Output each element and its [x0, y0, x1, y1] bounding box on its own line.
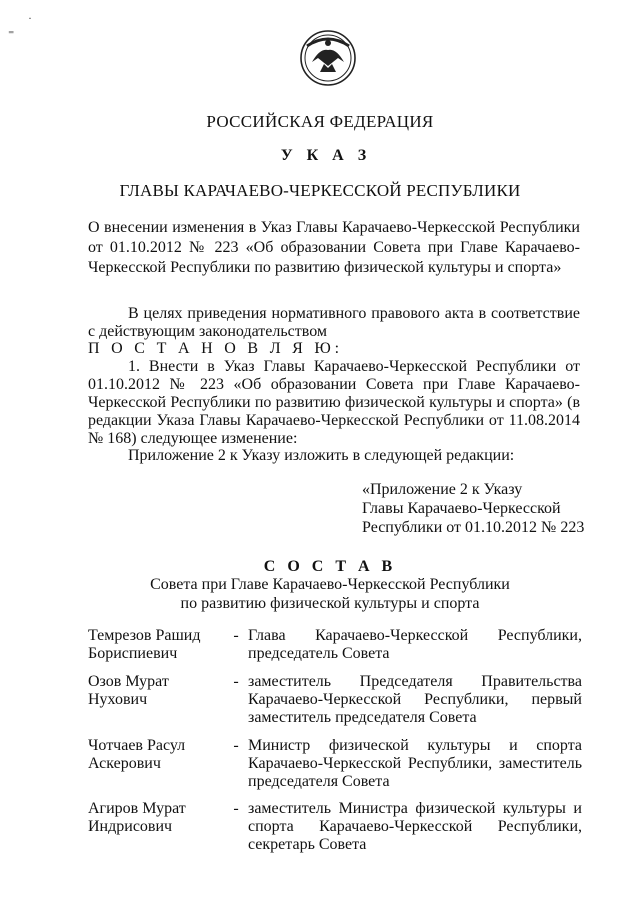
appendix-reference [362, 480, 592, 537]
member-dash: - [233, 627, 239, 644]
member-dash: - [233, 673, 239, 690]
member-name: Агиров Мурат Индрисович [88, 800, 186, 835]
appendix-line: «Приложение 2 к Указу [362, 481, 523, 498]
appendix-line: Республики от 01.10.2012 № 223 [362, 519, 585, 536]
member-role: Министр физической культуры и спорта Карачаево-Черкесской Республики, заместитель председателя Совета [248, 737, 582, 790]
item-1-paragraph: 1. Внести в Указ Главы Карачаево-Черкесской Республики от 01.10.2012 № 223 «Об образовании Совета при Главе Карачаево-Черкесской Республики по развитию физической культуры и спорта» (в редакции Указа Главы Карачаево-Черкесской Республики от 11.08.2014 № 168) следующее изменение: [88, 358, 580, 447]
member-name: Чотчаев Расул Аскерович [88, 737, 186, 772]
member-role: Глава Карачаево-Черкесской Республики, председатель Совета [248, 627, 582, 662]
member-name: Темрезов Рашид Бориспиевич [88, 627, 201, 662]
decree-word: П О С Т А Н О В Л Я Ю: [88, 340, 343, 357]
member-dash: - [233, 737, 239, 754]
composition-subtitle: по развитию физической культуры и спорта [180, 595, 480, 612]
member-role: заместитель Председателя Правительства Карачаево-Черкесской Республики, первый заместитель председателя Совета [248, 673, 582, 726]
federation-heading: РОССИЙСКАЯ ФЕДЕРАЦИЯ [206, 112, 434, 131]
item-1-instruction: Приложение 2 к Указу изложить в следующей редакции: [128, 447, 515, 464]
composition-title: С О С Т А В [263, 558, 397, 575]
member-role: заместитель Министра физической культуры и спорта Карачаево-Черкесской Республики, секретарь Совета [248, 800, 582, 853]
composition-subtitle: Совета при Главе Карачаево-Черкесской Республики [150, 576, 510, 593]
document-subject: О внесении изменения в Указ Главы Карачаево-Черкесской Республики от 01.10.2012 № 223 «Об образовании Совета при Главе Карачаево-Черкесской Республики по развитию физической культуры и спорта» [88, 219, 580, 276]
preamble-paragraph: В целях приведения нормативного правового акта в соответствие с действующим законодательством [88, 305, 580, 340]
member-name: Озов Мурат Нухович [88, 673, 169, 708]
appendix-line: Главы Карачаево-Черкесской [362, 500, 561, 517]
scan-mark: · [28, 11, 32, 25]
member-dash: - [233, 800, 239, 817]
scan-mark: ⁼ [8, 27, 15, 41]
coat-of-arms-emblem [298, 28, 358, 88]
issuer-heading: ГЛАВЫ КАРАЧАЕВО-ЧЕРКЕССКОЙ РЕСПУБЛИКИ [119, 181, 521, 200]
document-type-heading: У К А З [280, 147, 372, 164]
